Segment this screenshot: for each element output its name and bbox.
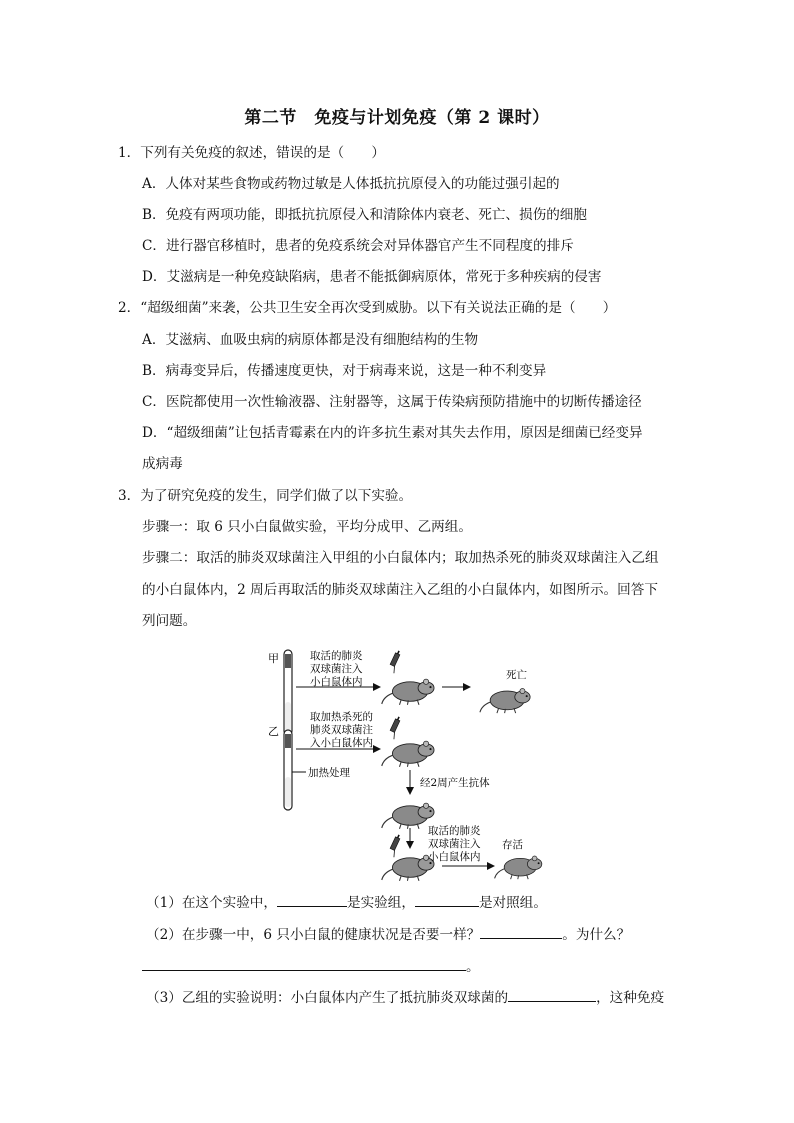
jia-inject-line3: 小白鼠体内 (310, 676, 363, 688)
yi-inject2-line1: 取活的肺炎 (428, 825, 481, 837)
mouse-icon (382, 803, 434, 829)
test-tube-jia (284, 650, 292, 735)
question-1-option-c: C．进行器官移植时，患者的免疫系统会对异体器官产生不同程度的排斥 (142, 238, 574, 254)
mouse-icon (382, 855, 434, 881)
question-1-option-a: A．人体对某些食物或药物过敏是人体抵抗抗原侵入的功能过强引起的 (142, 176, 560, 192)
question-1-option-d: D．艾滋病是一种免疫缺陷病，患者不能抵御病原体，常死于多种疾病的侵害 (142, 269, 602, 285)
label-yi: 乙 (268, 725, 279, 738)
syringe-icon (390, 717, 400, 739)
answer-blank-health-same[interactable] (480, 924, 562, 939)
mouse-icon (495, 856, 542, 879)
answer-blank-reason[interactable] (142, 956, 466, 971)
experiment-figure (262, 642, 552, 882)
sub-question-2: （2）在步骤一中，6 只小白鼠的健康状况是否要一样？ 。为什么？ (146, 924, 630, 945)
question-3-step2-line1: 步骤二：取活的肺炎双球菌注入甲组的小白鼠体内；取加热杀死的肺炎双球菌注入乙组 (142, 550, 659, 566)
answer-blank-antibody[interactable] (508, 987, 596, 1002)
question-3-step1: 步骤一：取 6 只小白鼠做实验，平均分成甲、乙两组。 (142, 519, 472, 535)
yi-inject2-line3: 小白鼠体内 (428, 851, 481, 863)
test-tube-yi (284, 730, 292, 810)
answer-blank-control-group[interactable] (415, 892, 479, 907)
antibody-label: 经2周产生抗体 (420, 777, 490, 789)
yi-inject-line1: 取加热杀死的 (310, 711, 373, 723)
answer-blank-experimental-group[interactable] (277, 892, 347, 907)
syringe-icon (390, 651, 400, 673)
mouse-icon (382, 679, 434, 705)
yi-inject2-line2: 双球菌注入 (428, 838, 481, 850)
question-2-option-a: A．艾滋病、血吸虫病的病原体都是没有细胞结构的生物 (142, 332, 479, 348)
mouse-icon (480, 689, 530, 714)
yi-result: 存活 (502, 839, 523, 851)
question-2-option-c: C．医院都使用一次性输液器、注射器等，这属于传染病预防措施中的切断传播途径 (142, 394, 642, 410)
question-2-option-d-cont: 成病毒 (142, 456, 183, 472)
sub-question-2-reason: 。 (142, 956, 480, 977)
jia-inject-line1: 取活的肺炎 (310, 650, 363, 662)
question-3-step2-line3: 列问题。 (142, 613, 197, 629)
syringe-icon (390, 835, 400, 857)
label-jia: 甲 (268, 652, 279, 665)
question-1-stem: 1．下列有关免疫的叙述，错误的是（ ） (118, 145, 385, 161)
jia-inject-line2: 双球菌注入 (310, 663, 363, 675)
sub-question-1: （1）在这个实验中， 是实验组， 是对照组。 (146, 892, 547, 913)
page-title: 第二节 免疫与计划免疫（第 2 课时） (244, 108, 550, 128)
heat-label: 加热处理 (308, 767, 350, 779)
yi-inject-line3: 入小白鼠体内 (310, 737, 373, 749)
question-2-option-d: D．“超级细菌”让包括青霉素在内的许多抗生素对其失去作用，原因是细菌已经变异 (142, 425, 643, 441)
jia-result: 死亡 (506, 669, 527, 681)
mouse-icon (382, 741, 434, 767)
question-1-option-b: B．免疫有两项功能，即抵抗抗原侵入和清除体内衰老、死亡、损伤的细胞 (142, 207, 587, 223)
yi-inject-line2: 肺炎双球菌注 (310, 724, 373, 736)
question-2-stem: 2．“超级细菌”来袭，公共卫生安全再次受到威胁。以下有关说法正确的是（ ） (118, 300, 617, 316)
question-3-stem: 3．为了研究免疫的发生，同学们做了以下实验。 (118, 488, 413, 504)
question-2-option-b: B．病毒变异后，传播速度更快，对于病毒来说，这是一种不利变异 (142, 363, 547, 379)
sub-question-3: （3）乙组的实验说明：小白鼠体内产生了抵抗肺炎双球菌的 ，这种免疫 (146, 987, 664, 1008)
question-3-step2-line2: 的小白鼠体内，2 周后再取活的肺炎双球菌注入乙组的小白鼠体内，如图所示。回答下 (142, 582, 658, 598)
